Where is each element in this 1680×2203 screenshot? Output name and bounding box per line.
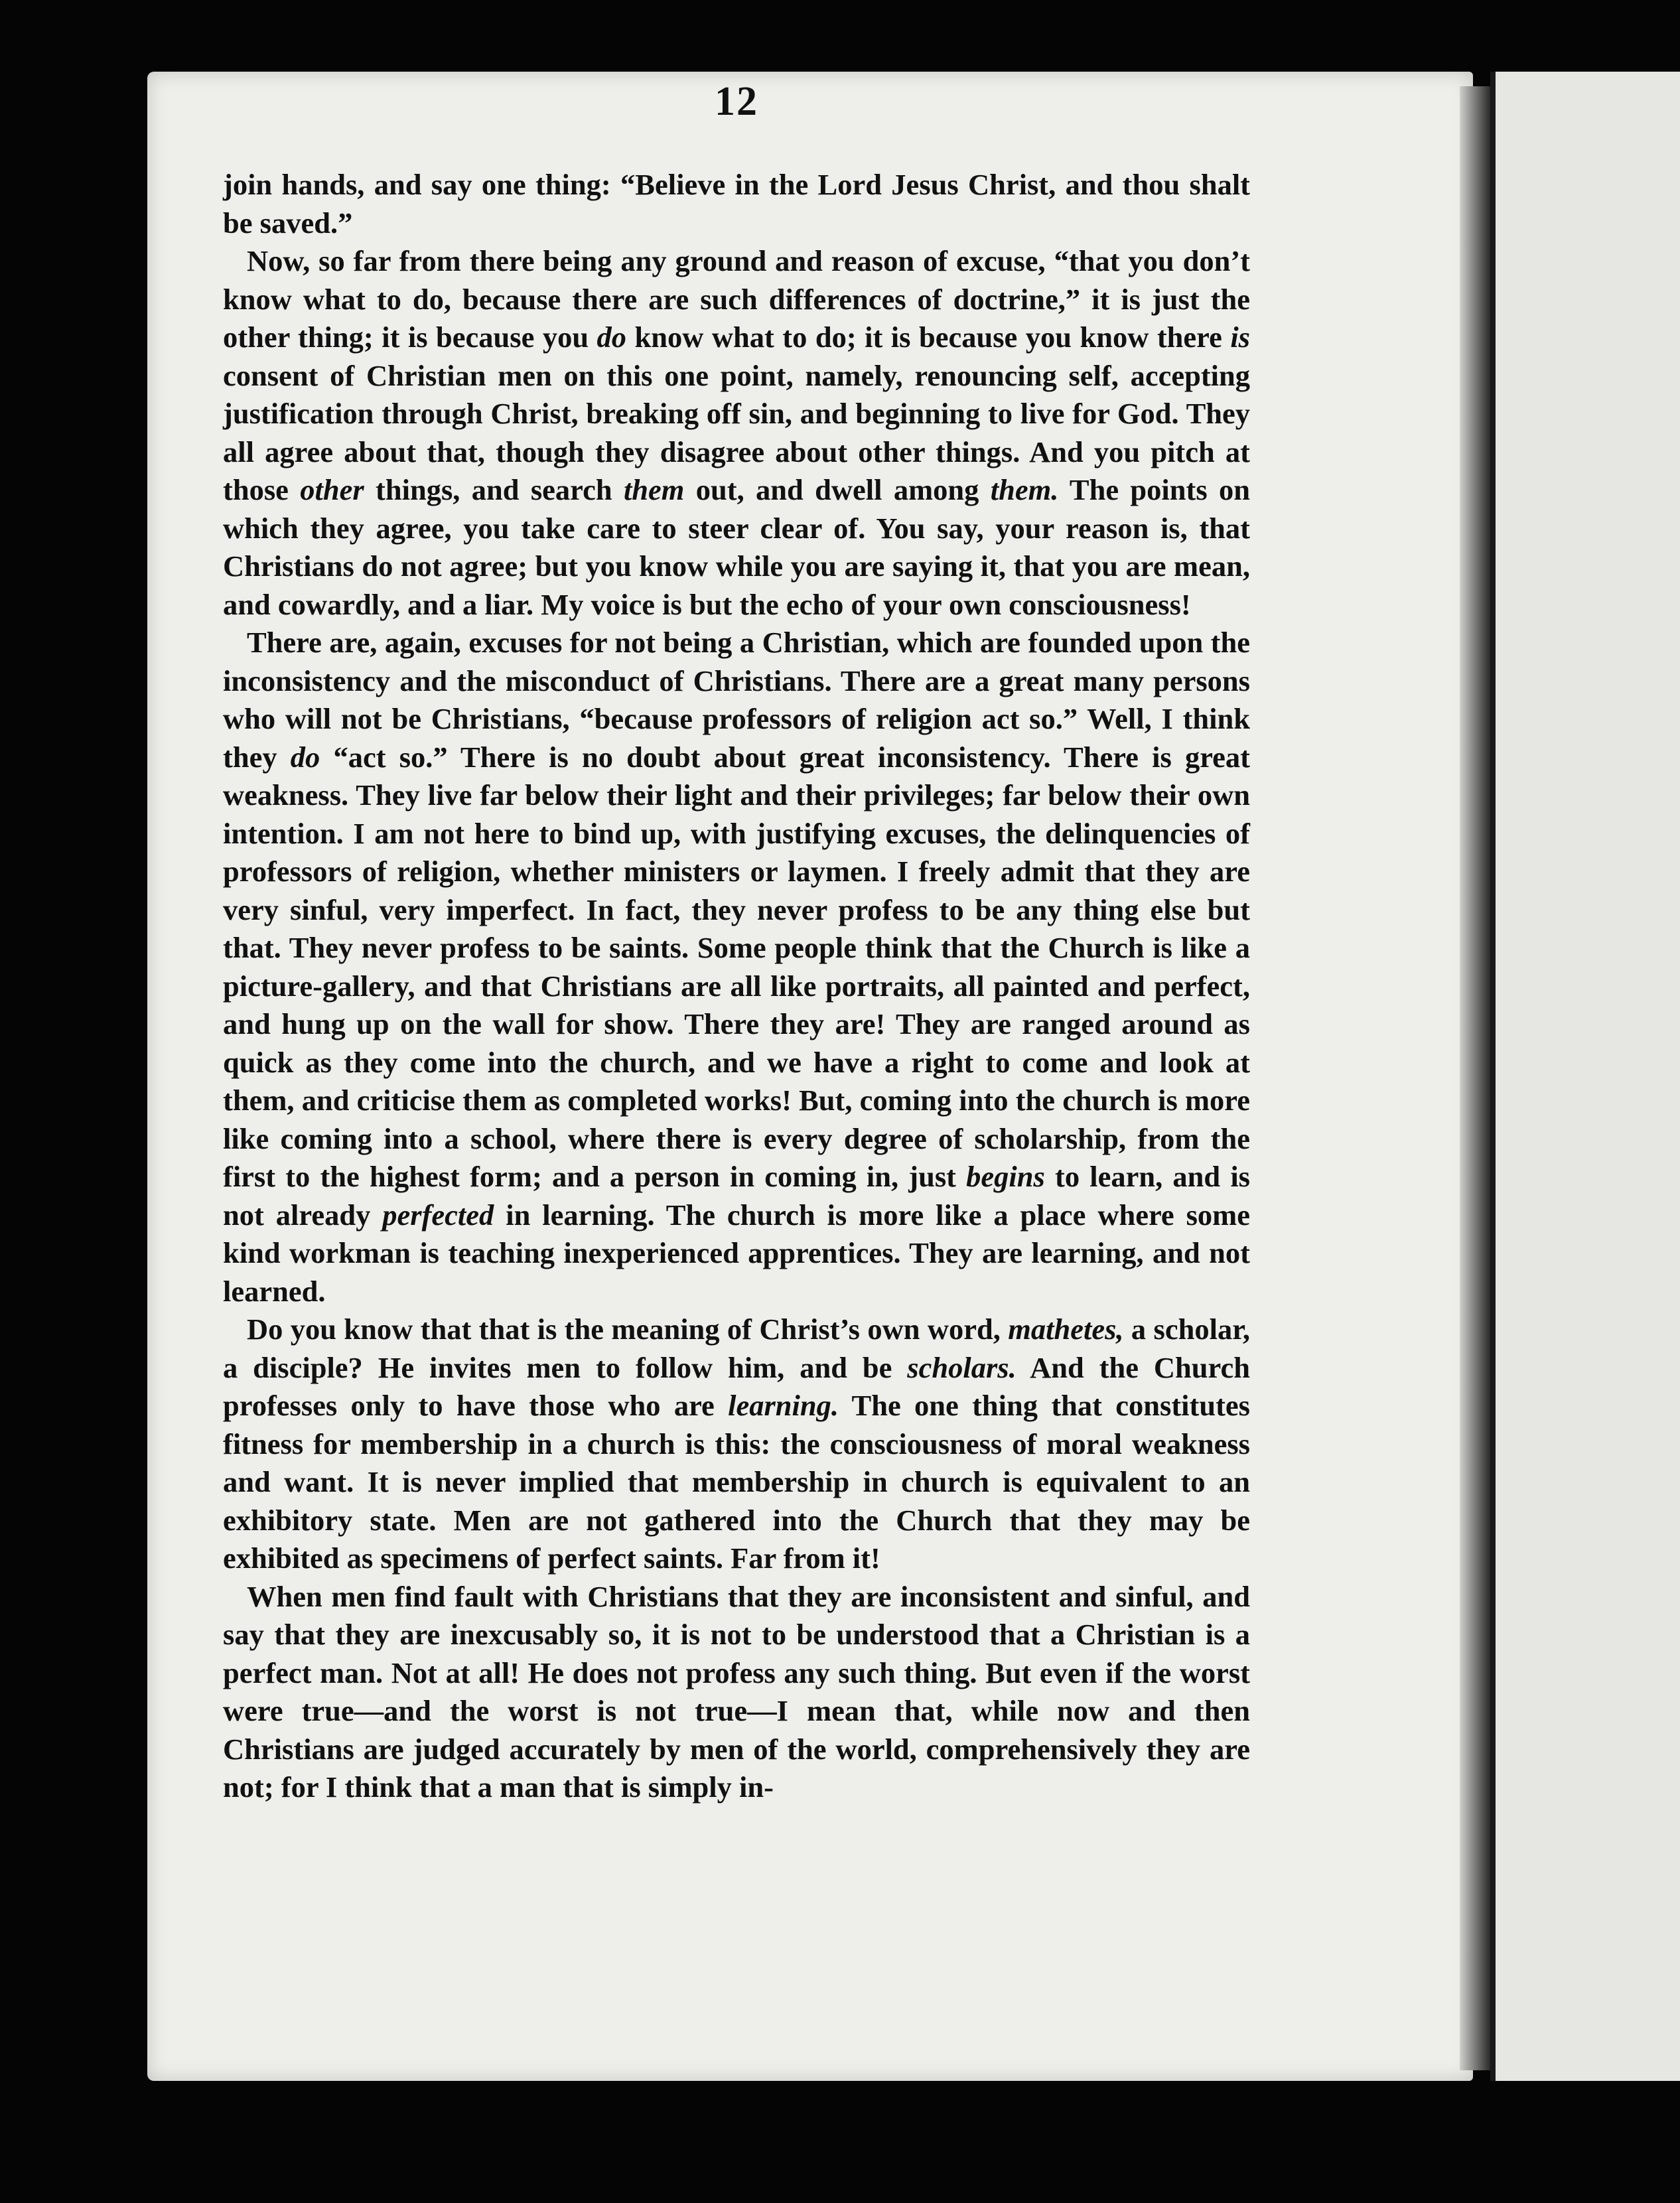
paragraph-4-italic-learning: learning.: [728, 1389, 839, 1422]
paragraph-1: [223, 166, 1250, 242]
paragraph-2: [223, 242, 1250, 624]
paragraph-2-italic-them: them: [623, 473, 685, 506]
paragraph-4: [223, 1311, 1250, 1578]
paragraph-3: [223, 624, 1250, 1311]
paragraph-1-text: join hands, and say one thing: “Believe in the Lord Jesus Christ, and thou shalt be saved.”: [223, 168, 1250, 240]
paragraph-3-text-e: to learn, and is not already: [223, 1160, 1250, 1232]
page-body-text: [223, 166, 1250, 1807]
paragraph-3-text-c: “act so.” There is no doubt about great inconsistency. There is great weakness. They live far below their light and their privileges; far below their own intention. I am not here to bind up, with justifying excuses, the delinquencies of professors of religion, whether ministers or laymen. I freely admit that they are very sinful, very imperfect. In fact, they never profess to be any thing else but that. They never profess to be saints. Some people think that the Church is like a picture-gallery, and that Christians are all like portraits, all painted and perfect, and hung up on the wall for show. There they are! They are ranged around as quick as they come into the church, and we have a right to come and look at them, and criticise them as completed works! But, coming into the church is more like coming into a school, where there is every degree of scholarship, from the first to the highest form; and a person in coming in, just: [223, 740, 1251, 1193]
paragraph-2-text-k: The points on which they agree, you take care to steer clear of. You say, your reason is, that Christians do not agree; but you know while you are saying it, that you are mean, and cowardly, and a liar. My voice is but the echo of your own consciousness!: [223, 473, 1251, 621]
paragraph-3-italic-begins: begins: [966, 1160, 1045, 1193]
page-number: 12: [715, 79, 758, 124]
paragraph-2-italic-other: other: [300, 473, 364, 506]
paragraph-5: [223, 1578, 1250, 1807]
paragraph-3-italic-perfected: perfected: [382, 1198, 494, 1232]
paragraph-2-text-a: Now, so far from there being any ground and reason of excuse, “that you don’t know what to do, because there are such differences of doctrine,” it is just the other thing; it is because you: [223, 244, 1250, 354]
paragraph-4-italic-mathetes: mathetes,: [1008, 1313, 1124, 1346]
paragraph-2-text-c: know what to do; it is because you know there: [626, 320, 1231, 354]
paragraph-2-italic-is: is: [1230, 320, 1250, 354]
paragraph-3-text-g: in learning. The church is more like a place where some kind workman is teaching inexperienced apprentices. They are learning, and not learned.: [223, 1198, 1250, 1308]
facing-page: [1490, 72, 1680, 2081]
paragraph-3-text-a: There are, again, excuses for not being a Christian, which are founded upon the inconsistency and the misconduct of Christians. There are a great many persons who will not be Christians, “because professors of religion act so.” Well, I think they: [223, 626, 1250, 774]
paragraph-4-italic-scholars: scholars.: [907, 1350, 1016, 1384]
paragraph-2-italic-them-2: them.: [990, 473, 1059, 506]
paragraph-4-text-a: Do you know that that is the meaning of Christ’s own word,: [247, 1313, 1009, 1346]
paragraph-2-italic-do: do: [596, 320, 627, 354]
paragraph-4-text-c: a scholar, a disciple? He invites men to follow him, and be: [223, 1313, 1250, 1384]
paragraph-2-text-i: out, and dwell among: [684, 473, 991, 506]
page-gutter: [1460, 86, 1490, 2070]
paragraph-4-text-e: And the Church professes only to have those who are: [223, 1350, 1250, 1422]
paragraph-5-text: When men find fault with Christians that they are inconsistent and sinful, and say that they are inexcusably so, it is not to be understood that a Christian is a perfect man. Not at all! He does not profess any such thing. But even if the worst were true—and the worst is not true—I mean that, while now and then Christians are judged accurately by men of the world, comprehensively they are not; for I think that a man that is simply in-: [223, 1579, 1250, 1804]
paragraph-2-text-g: things, and search: [364, 473, 624, 506]
paragraph-4-text-g: The one thing that constitutes fitness for membership in a church is this: the consciousness of moral weakness and want. It is never implied that membership in church is equivalent to an exhibitory state. Men are not gathered into the Church that they may be exhibited as specimens of perfect saints. Far from it!: [223, 1389, 1250, 1575]
paragraph-3-italic-do: do: [290, 740, 320, 774]
paragraph-2-text-e: consent of Christian men on this one point, namely, renouncing self, accepting justification through Christ, breaking off sin, and beginning to live for God. They all agree about that, though they disagree about other things. And you pitch at those: [223, 358, 1250, 506]
